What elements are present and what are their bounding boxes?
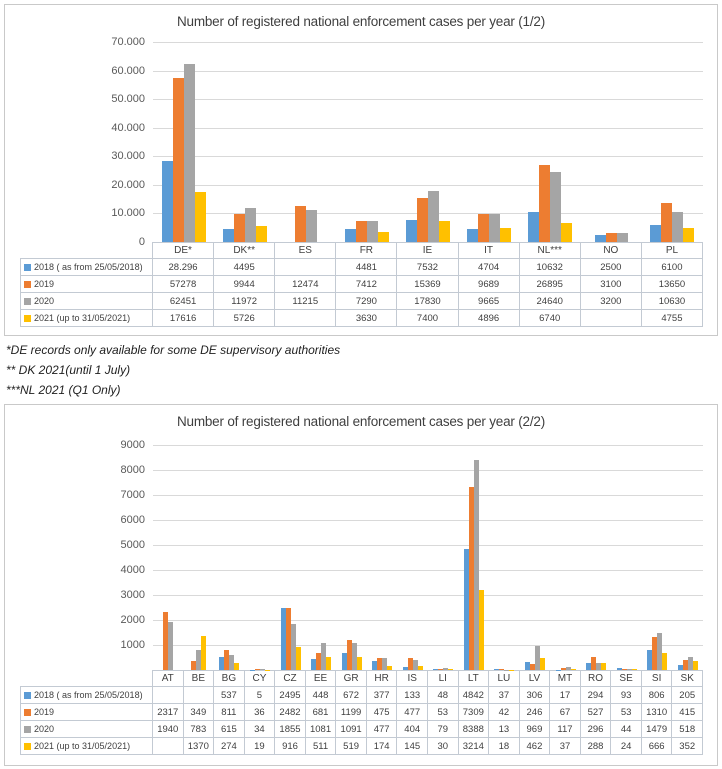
column-header-RO: RO — [581, 670, 612, 687]
bar-PL-2018 — [650, 225, 661, 242]
bar-LI-2021 — [448, 669, 453, 670]
bar-IS-2021 — [418, 666, 423, 670]
value-cell: 9689 — [459, 276, 520, 293]
bar-DE-2019 — [173, 78, 184, 242]
value-cell: 4896 — [459, 310, 520, 327]
legend-swatch — [24, 743, 31, 750]
legend-swatch — [24, 709, 31, 716]
value-cell: 5726 — [214, 310, 275, 327]
bar-SE-2021 — [632, 669, 637, 670]
value-cell: 24640 — [520, 293, 581, 310]
value-cell: 916 — [275, 738, 306, 755]
y-axis-tick-label: 70.000 — [111, 36, 145, 48]
bar-IE-2020 — [428, 191, 439, 242]
value-cell: 518 — [672, 721, 703, 738]
column-header-BE: BE — [184, 670, 215, 687]
y-axis-tick-label: 40.000 — [111, 121, 145, 134]
value-cell: 17 — [550, 687, 581, 704]
series-legend-row — [20, 704, 153, 721]
y-axis-tick-label: 9000 — [120, 439, 145, 451]
legend-swatch — [24, 726, 31, 733]
table-corner-cell — [20, 242, 153, 259]
y-axis-tick-label: 50.000 — [111, 93, 145, 106]
bar-FR-2018 — [345, 229, 356, 242]
plot-area-2 — [120, 439, 703, 670]
bar-group-LI — [428, 445, 459, 670]
legend-swatch — [24, 281, 31, 288]
data-table-1 — [20, 242, 703, 327]
bar-group-IT — [459, 42, 520, 242]
bar-IT-2021 — [500, 228, 511, 242]
value-cell: 48 — [428, 687, 459, 704]
bar-DE-2021 — [195, 192, 206, 242]
bar-AT-2020 — [168, 622, 173, 671]
value-cell: 19 — [245, 738, 276, 755]
value-cell: 57278 — [153, 276, 214, 293]
value-cell: 11215 — [275, 293, 336, 310]
value-cell: 462 — [520, 738, 551, 755]
bar-DK-2020 — [245, 208, 256, 242]
y-axis-tick-label: 3000 — [120, 588, 145, 601]
value-cell: 26895 — [520, 276, 581, 293]
value-cell: 7400 — [397, 310, 458, 327]
bar-BG-2021 — [234, 663, 239, 670]
value-cell: 4704 — [459, 259, 520, 276]
value-cell: 511 — [306, 738, 337, 755]
bar-BE-2021 — [201, 636, 206, 670]
bar-NO-2019 — [606, 233, 617, 242]
value-cell: 475 — [367, 704, 398, 721]
column-header-EE: EE — [306, 670, 337, 687]
value-cell: 37 — [489, 687, 520, 704]
bar-FR-2019 — [356, 221, 367, 242]
bar-PL-2021 — [683, 228, 694, 242]
bar-SI-2021 — [662, 653, 667, 670]
bar-group-SE — [611, 445, 642, 670]
y-axis-tick-label: 8000 — [120, 464, 145, 476]
bar-PL-2019 — [661, 203, 672, 242]
column-header-CY: CY — [245, 670, 276, 687]
bar-group-NO — [581, 42, 642, 242]
column-header-AT: AT — [153, 670, 184, 687]
bar-RO-2021 — [601, 663, 606, 670]
bar-IE-2019 — [417, 198, 428, 242]
value-cell: 10630 — [642, 293, 703, 310]
value-cell: 3100 — [581, 276, 642, 293]
bar-group-SK — [673, 445, 704, 670]
bar-DK-2018 — [223, 229, 234, 242]
value-cell: 24 — [611, 738, 642, 755]
y-axis-tick-label: 4000 — [120, 564, 145, 576]
series-legend-row — [20, 721, 153, 738]
bar-FR-2020 — [367, 221, 378, 242]
value-cell: 448 — [306, 687, 337, 704]
value-cell: 672 — [336, 687, 367, 704]
bar-IT-2019 — [478, 214, 489, 242]
value-cell: 1199 — [336, 704, 367, 721]
value-cell: 42 — [489, 704, 520, 721]
value-cell: 18 — [489, 738, 520, 755]
y-axis-tick-label: 6000 — [120, 513, 145, 526]
y-axis-tick-label: 20.000 — [111, 178, 145, 191]
bar-group-LU — [489, 445, 520, 670]
value-cell: 4842 — [459, 687, 490, 704]
value-cell — [153, 738, 184, 755]
bar-group-NL — [520, 42, 581, 242]
value-cell: 12474 — [275, 276, 336, 293]
footnote-dk: ** DK 2021(until 1 July) — [6, 363, 131, 377]
column-header-IE: IE — [397, 242, 458, 259]
value-cell — [275, 259, 336, 276]
bar-DE-2018 — [162, 161, 173, 242]
value-cell: 404 — [397, 721, 428, 738]
column-header-SE: SE — [611, 670, 642, 687]
footnote-nl: ***NL 2021 (Q1 Only) — [6, 383, 121, 397]
column-header-PL: PL — [642, 242, 703, 259]
bar-HR-2021 — [387, 666, 392, 670]
column-header-IT: IT — [459, 242, 520, 259]
bar-group-IS — [398, 445, 429, 670]
value-cell: 17830 — [397, 293, 458, 310]
footnotes — [6, 340, 340, 400]
bar-GR-2021 — [357, 657, 362, 670]
value-cell: 2317 — [153, 704, 184, 721]
value-cell: 13650 — [642, 276, 703, 293]
value-cell: 15369 — [397, 276, 458, 293]
value-cell — [275, 310, 336, 327]
chart-panel-1 — [4, 4, 718, 336]
value-cell: 4481 — [336, 259, 397, 276]
bar-group-AT — [153, 445, 184, 670]
bar-EE-2021 — [326, 657, 331, 670]
value-cell: 246 — [520, 704, 551, 721]
value-cell: 44 — [611, 721, 642, 738]
bar-group-BE — [184, 445, 215, 670]
value-cell: 1091 — [336, 721, 367, 738]
column-header-BG: BG — [214, 670, 245, 687]
bar-IT-2018 — [467, 229, 478, 242]
column-header-LI: LI — [428, 670, 459, 687]
value-cell: 666 — [642, 738, 673, 755]
value-cell: 9944 — [214, 276, 275, 293]
value-cell: 205 — [672, 687, 703, 704]
bar-group-LV — [520, 445, 551, 670]
value-cell: 28.296 — [153, 259, 214, 276]
value-cell: 519 — [336, 738, 367, 755]
column-header-SK: SK — [672, 670, 703, 687]
value-cell: 377 — [367, 687, 398, 704]
bar-NO-2020 — [617, 233, 628, 242]
bar-groups — [153, 42, 703, 242]
chart-title-2: Number of registered national enforcement cases per year (2/2) — [176, 414, 546, 429]
series-label: 2021 (up to 31/05/2021) — [34, 313, 131, 323]
column-header-SI: SI — [642, 670, 673, 687]
y-axis-tick-label: 10.000 — [111, 207, 145, 220]
value-cell: 2482 — [275, 704, 306, 721]
bar-CZ-2021 — [296, 647, 301, 670]
value-cell: 37 — [550, 738, 581, 755]
value-cell: 288 — [581, 738, 612, 755]
legend-swatch — [24, 298, 31, 305]
legend-swatch — [24, 692, 31, 699]
y-axis-tick-label: 2000 — [120, 614, 145, 626]
column-header-FR: FR — [336, 242, 397, 259]
data-table-2 — [20, 670, 703, 755]
value-cell: 7412 — [336, 276, 397, 293]
column-header-DE: DE* — [153, 242, 214, 259]
bar-LV-2021 — [540, 658, 545, 670]
legend-swatch — [24, 315, 31, 322]
value-cell: 30 — [428, 738, 459, 755]
value-cell: 294 — [581, 687, 612, 704]
value-cell: 274 — [214, 738, 245, 755]
value-cell: 117 — [550, 721, 581, 738]
series-legend-row — [20, 259, 153, 276]
series-legend-row — [20, 738, 153, 755]
value-cell: 1479 — [642, 721, 673, 738]
column-header-NO: NO — [581, 242, 642, 259]
bar-ES-2019 — [295, 206, 306, 242]
value-cell: 1081 — [306, 721, 337, 738]
bar-group-GR — [336, 445, 367, 670]
column-header-ES: ES — [275, 242, 336, 259]
y-axis-tick-label: 5000 — [120, 539, 145, 551]
bar-group-RO — [581, 445, 612, 670]
bar-DE-2020 — [184, 64, 195, 242]
column-header-HR: HR — [367, 670, 398, 687]
value-cell: 537 — [214, 687, 245, 704]
bar-group-IE — [397, 42, 458, 242]
bar-MT-2021 — [571, 669, 576, 670]
series-legend-row — [20, 276, 153, 293]
bar-ES-2020 — [306, 210, 317, 242]
column-header-DK: DK** — [214, 242, 275, 259]
series-legend-row — [20, 310, 153, 327]
series-label: 2020 — [34, 296, 55, 306]
bar-group-HR — [367, 445, 398, 670]
bar-group-BG — [214, 445, 245, 670]
bar-NL-2019 — [539, 165, 550, 242]
series-label: 2018 ( as from 25/05/2018) — [34, 262, 143, 272]
value-cell — [184, 687, 215, 704]
value-cell: 477 — [367, 721, 398, 738]
value-cell: 306 — [520, 687, 551, 704]
value-cell — [581, 310, 642, 327]
column-header-GR: GR — [336, 670, 367, 687]
value-cell: 4495 — [214, 259, 275, 276]
value-cell: 6100 — [642, 259, 703, 276]
bar-IT-2020 — [489, 214, 500, 242]
value-cell: 93 — [611, 687, 642, 704]
bar-group-DE — [153, 42, 214, 242]
value-cell: 7309 — [459, 704, 490, 721]
column-header-CZ: CZ — [275, 670, 306, 687]
chart-title-1: Number of registered national enforcement cases per year (1/2) — [176, 14, 546, 29]
bar-group-EE — [306, 445, 337, 670]
value-cell: 145 — [397, 738, 428, 755]
series-label: 2019 — [34, 707, 55, 717]
value-cell: 34 — [245, 721, 276, 738]
value-cell: 3200 — [581, 293, 642, 310]
value-cell: 10632 — [520, 259, 581, 276]
value-cell: 352 — [672, 738, 703, 755]
value-cell: 969 — [520, 721, 551, 738]
column-header-LU: LU — [489, 670, 520, 687]
bar-FR-2021 — [378, 232, 389, 242]
bar-NO-2018 — [595, 235, 606, 242]
value-cell: 133 — [397, 687, 428, 704]
value-cell: 296 — [581, 721, 612, 738]
plot-area-1 — [111, 36, 703, 248]
bar-IE-2018 — [406, 220, 417, 242]
value-cell: 79 — [428, 721, 459, 738]
value-cell: 67 — [550, 704, 581, 721]
value-cell: 7532 — [397, 259, 458, 276]
column-header-LV: LV — [520, 670, 551, 687]
series-label: 2019 — [34, 279, 55, 289]
value-cell: 2500 — [581, 259, 642, 276]
value-cell: 811 — [214, 704, 245, 721]
column-header-LT: LT — [459, 670, 490, 687]
bar-NL-2021 — [561, 223, 572, 242]
column-header-IS: IS — [397, 670, 428, 687]
bar-group-LT — [459, 445, 490, 670]
y-axis-tick-label: 7000 — [120, 489, 145, 501]
bar-group-MT — [550, 445, 581, 670]
bar-group-ES — [275, 42, 336, 242]
bar-DK-2021 — [256, 226, 267, 242]
chart-panel-2 — [4, 404, 718, 766]
series-label: 2021 (up to 31/05/2021) — [34, 741, 131, 751]
value-cell: 681 — [306, 704, 337, 721]
value-cell: 2495 — [275, 687, 306, 704]
value-cell: 7290 — [336, 293, 397, 310]
y-axis-tick-label: 30.000 — [111, 150, 145, 163]
value-cell: 1370 — [184, 738, 215, 755]
value-cell: 783 — [184, 721, 215, 738]
bar-NL-2020 — [550, 172, 561, 242]
value-cell: 174 — [367, 738, 398, 755]
bar-NL-2018 — [528, 212, 539, 242]
value-cell: 62451 — [153, 293, 214, 310]
y-axis-tick-label: 60.000 — [111, 64, 145, 77]
value-cell: 6740 — [520, 310, 581, 327]
bar-PL-2020 — [672, 212, 683, 242]
value-cell — [153, 687, 184, 704]
legend-swatch — [24, 264, 31, 271]
value-cell: 415 — [672, 704, 703, 721]
value-cell: 349 — [184, 704, 215, 721]
value-cell: 13 — [489, 721, 520, 738]
value-cell: 4755 — [642, 310, 703, 327]
value-cell: 53 — [611, 704, 642, 721]
column-header-MT: MT — [550, 670, 581, 687]
series-label: 2020 — [34, 724, 55, 734]
value-cell: 615 — [214, 721, 245, 738]
bar-DK-2019 — [234, 214, 245, 242]
column-header-NL: NL*** — [520, 242, 581, 259]
value-cell: 3630 — [336, 310, 397, 327]
value-cell: 1940 — [153, 721, 184, 738]
value-cell: 36 — [245, 704, 276, 721]
value-cell: 8388 — [459, 721, 490, 738]
y-axis-tick-label: 0 — [138, 236, 145, 248]
value-cell: 1310 — [642, 704, 673, 721]
series-legend-row — [20, 293, 153, 310]
table-corner-cell — [20, 670, 153, 687]
bar-group-CZ — [275, 445, 306, 670]
value-cell: 3214 — [459, 738, 490, 755]
value-cell: 5 — [245, 687, 276, 704]
bar-group-DK — [214, 42, 275, 242]
bar-group-SI — [642, 445, 673, 670]
value-cell: 17616 — [153, 310, 214, 327]
footnote-de: *DE records only available for some DE supervisory authorities — [6, 343, 341, 357]
value-cell: 53 — [428, 704, 459, 721]
value-cell: 527 — [581, 704, 612, 721]
value-cell: 1855 — [275, 721, 306, 738]
bar-group-CY — [245, 445, 276, 670]
bar-LT-2021 — [479, 590, 484, 670]
series-legend-row — [20, 687, 153, 704]
value-cell: 11972 — [214, 293, 275, 310]
value-cell: 9665 — [459, 293, 520, 310]
bar-group-PL — [642, 42, 703, 242]
y-axis-tick-label: 1000 — [120, 639, 145, 651]
value-cell: 806 — [642, 687, 673, 704]
bar-groups — [153, 445, 703, 670]
value-cell: 477 — [397, 704, 428, 721]
bar-SK-2021 — [693, 661, 698, 670]
series-label: 2018 ( as from 25/05/2018) — [34, 690, 143, 700]
bar-group-FR — [336, 42, 397, 242]
bar-IE-2021 — [439, 221, 450, 242]
